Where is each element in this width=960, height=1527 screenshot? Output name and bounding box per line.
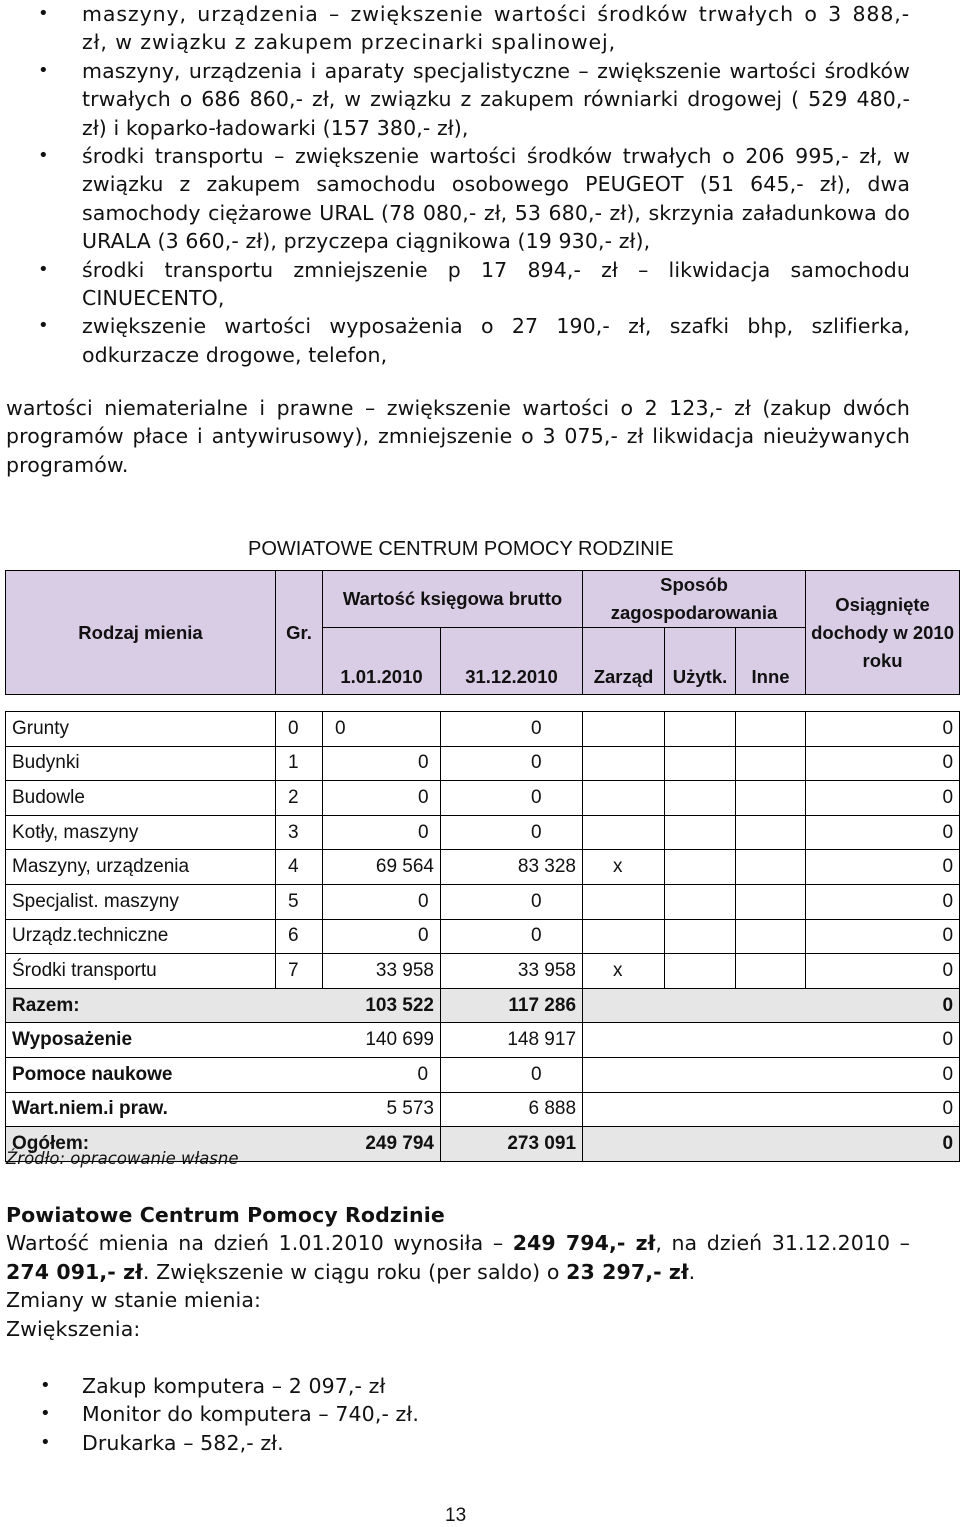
row-value-start: 0 — [323, 712, 441, 747]
header-date-start: 1.01.2010 — [323, 628, 441, 695]
table-row — [6, 919, 960, 954]
header-inne: Inne — [736, 628, 806, 695]
increases-list — [0, 1372, 419, 1457]
row-value-start: 0 — [323, 815, 441, 850]
row-gr: 7 — [276, 954, 323, 989]
row-dochody: 0 — [806, 850, 960, 885]
row-name: Budynki — [6, 746, 276, 781]
row-dochody: 0 — [806, 746, 960, 781]
row-uzytk — [665, 746, 736, 781]
row-uzytk — [665, 781, 736, 816]
changes-label: Zmiany w stanie mienia: — [6, 1288, 262, 1313]
row-value-end: 0 — [441, 712, 583, 747]
table-row — [6, 815, 960, 850]
row-name: Wyposażenie — [6, 1023, 276, 1058]
table-row — [6, 1023, 960, 1058]
header-dochody: Osiągnięte dochody w 2010 roku — [806, 571, 960, 695]
table-spacer — [6, 695, 960, 712]
pcpr-section — [6, 1201, 910, 1343]
row-name: Ogółem: — [6, 1127, 276, 1162]
row-inne — [736, 746, 806, 781]
row-dochody: 0 — [806, 884, 960, 919]
row-inne — [736, 712, 806, 747]
row-value-start: 33 958 — [323, 954, 441, 989]
row-value-start: 0 — [323, 1057, 441, 1092]
asset-changes-list — [0, 0, 910, 369]
table-title: POWIATOWE CENTRUM POMOCY RODZINIE — [248, 538, 674, 560]
row-gr: 0 — [276, 712, 323, 747]
row-value-start: 69 564 — [323, 850, 441, 885]
table-row — [6, 884, 960, 919]
row-value-end: 0 — [441, 884, 583, 919]
row-uzytk — [665, 850, 736, 885]
row-gr: 5 — [276, 884, 323, 919]
row-gr: 1 — [276, 746, 323, 781]
row-name: Specjalist. maszyny — [6, 884, 276, 919]
row-name: Grunty — [6, 712, 276, 747]
row-dochody: 0 — [806, 712, 960, 747]
row-gr: 2 — [276, 781, 323, 816]
row-name: Pomoce naukowe — [6, 1057, 276, 1092]
row-dochody: 0 — [806, 815, 960, 850]
increases-label: Zwiększenia: — [6, 1316, 141, 1341]
table-row — [6, 746, 960, 781]
list-item: • Drukarka – 582,- zł. — [0, 1429, 419, 1457]
row-dochody: 0 — [806, 954, 960, 989]
row-zarzad: x — [583, 954, 665, 989]
row-zarzad — [583, 746, 665, 781]
row-value-start: 0 — [323, 746, 441, 781]
row-value-start: 249 794 — [323, 1127, 441, 1162]
row-value-end: 0 — [441, 781, 583, 816]
table-row — [6, 1057, 960, 1092]
row-value-end: 117 286 — [441, 988, 583, 1023]
table-row-total — [6, 988, 960, 1023]
row-name: Środki transportu — [6, 954, 276, 989]
row-value-end: 273 091 — [441, 1127, 583, 1162]
row-gr: 6 — [276, 919, 323, 954]
row-name: Budowle — [6, 781, 276, 816]
row-value-end: 83 328 — [441, 850, 583, 885]
row-zarzad — [583, 712, 665, 747]
value-summary: Wartość mienia na dzień 1.01.2010 wynosiła – 249 794,- zł, na dzień 31.12.2010 – 274 091,- zł. Zwiększenie w ciągu roku (per saldo) o 23 297,- zł. — [6, 1231, 910, 1284]
row-uzytk — [665, 712, 736, 747]
row-zarzad — [583, 815, 665, 850]
header-gr: Gr. — [276, 571, 323, 695]
row-dochody: 0 — [806, 1023, 960, 1058]
row-dochody: 0 — [806, 781, 960, 816]
row-zarzad — [583, 919, 665, 954]
row-inne — [736, 884, 806, 919]
row-value-start: 103 522 — [323, 988, 441, 1023]
table-row — [6, 850, 960, 885]
page-number: 13 — [445, 1505, 467, 1526]
row-value-start: 0 — [323, 781, 441, 816]
row-name: Urządz.techniczne — [6, 919, 276, 954]
list-item: • Monitor do komputera – 740,- zł. — [0, 1400, 419, 1428]
row-value-start: 5 573 — [323, 1092, 441, 1127]
row-inne — [736, 815, 806, 850]
row-dochody: 0 — [806, 1127, 960, 1162]
row-name: Maszyny, urządzenia — [6, 850, 276, 885]
row-uzytk — [665, 954, 736, 989]
row-value-end: 6 888 — [441, 1092, 583, 1127]
property-table — [5, 570, 960, 1162]
table-row — [6, 1092, 960, 1127]
intangibles-paragraph: wartości niematerialne i prawne – zwiększenie wartości o 2 123,- zł (zakup dwóch programów płace i antywirusowy), zmniejszenie o 3 075,- zł likwidacja nieużywanych programów. — [6, 396, 910, 477]
list-item: • maszyny, urządzenia – zwiększenie wartości środków trwałych o 3 888,- zł, w związku z zakupem przecinarki spalinowej, — [0, 0, 910, 57]
row-value-end: 148 917 — [441, 1023, 583, 1058]
list-item: • maszyny, urządzenia i aparaty specjalistyczne – zwiększenie wartości środków trwałych o 686 860,- zł, w związku z zakupem równiarki drogowej ( 529 480,- zł) i koparko-ładowarki (157 380,- zł), — [0, 57, 910, 142]
row-value-end: 0 — [441, 919, 583, 954]
row-value-start: 0 — [323, 919, 441, 954]
row-dochody: 0 — [806, 1092, 960, 1127]
list-item: • środki transportu zmniejszenie p 17 894,- zł – likwidacja samochodu CINUECENTO, — [0, 256, 910, 313]
row-value-start: 140 699 — [323, 1023, 441, 1058]
section-heading: Powiatowe Centrum Pomocy Rodzinie — [6, 1203, 445, 1227]
row-inne — [736, 919, 806, 954]
row-value-end: 0 — [441, 1057, 583, 1092]
list-item: • zwiększenie wartości wyposażenia o 27 190,- zł, szafki bhp, szlifierka, odkurzacze drogowe, telefon, — [0, 312, 910, 369]
row-gr: 3 — [276, 815, 323, 850]
row-uzytk — [665, 919, 736, 954]
row-inne — [736, 850, 806, 885]
row-zarzad — [583, 781, 665, 816]
row-zarzad: x — [583, 850, 665, 885]
list-item: • środki transportu – zwiększenie wartości środków trwałych o 206 995,- zł, w związku z zakupem samochodu osobowego PEUGEOT (51 645,- zł), dwa samochody ciężarowe URAL (78 080,- zł, 53 680,- zł), skrzynia załadunkowa do URALA (3 660,- zł), przyczepa ciągnikowa (19 930,- zł), — [0, 142, 910, 256]
row-value-end: 0 — [441, 815, 583, 850]
list-item: • Zakup komputera – 2 097,- zł — [0, 1372, 419, 1400]
row-name: Razem: — [6, 988, 276, 1023]
header-sposob: Sposób zagospodarowania — [583, 571, 806, 628]
row-dochody: 0 — [806, 988, 960, 1023]
source-note: Źródło: opracowanie własne — [6, 1149, 239, 1168]
table-row — [6, 712, 960, 747]
table-row — [6, 781, 960, 816]
row-name: Wart.niem.i praw. — [6, 1092, 276, 1127]
row-value-start: 0 — [323, 884, 441, 919]
row-uzytk — [665, 815, 736, 850]
header-date-end: 31.12.2010 — [441, 628, 583, 695]
row-name: Kotły, maszyny — [6, 815, 276, 850]
header-uzytk: Użytk. — [665, 628, 736, 695]
header-zarzad: Zarząd — [583, 628, 665, 695]
row-dochody: 0 — [806, 919, 960, 954]
row-zarzad — [583, 884, 665, 919]
row-dochody: 0 — [806, 1057, 960, 1092]
header-rodzaj: Rodzaj mienia — [6, 571, 276, 695]
row-value-end: 33 958 — [441, 954, 583, 989]
table-row — [6, 954, 960, 989]
row-gr: 4 — [276, 850, 323, 885]
row-inne — [736, 954, 806, 989]
row-value-end: 0 — [441, 746, 583, 781]
row-inne — [736, 781, 806, 816]
row-uzytk — [665, 884, 736, 919]
header-wartosc: Wartość księgowa brutto — [323, 571, 583, 628]
